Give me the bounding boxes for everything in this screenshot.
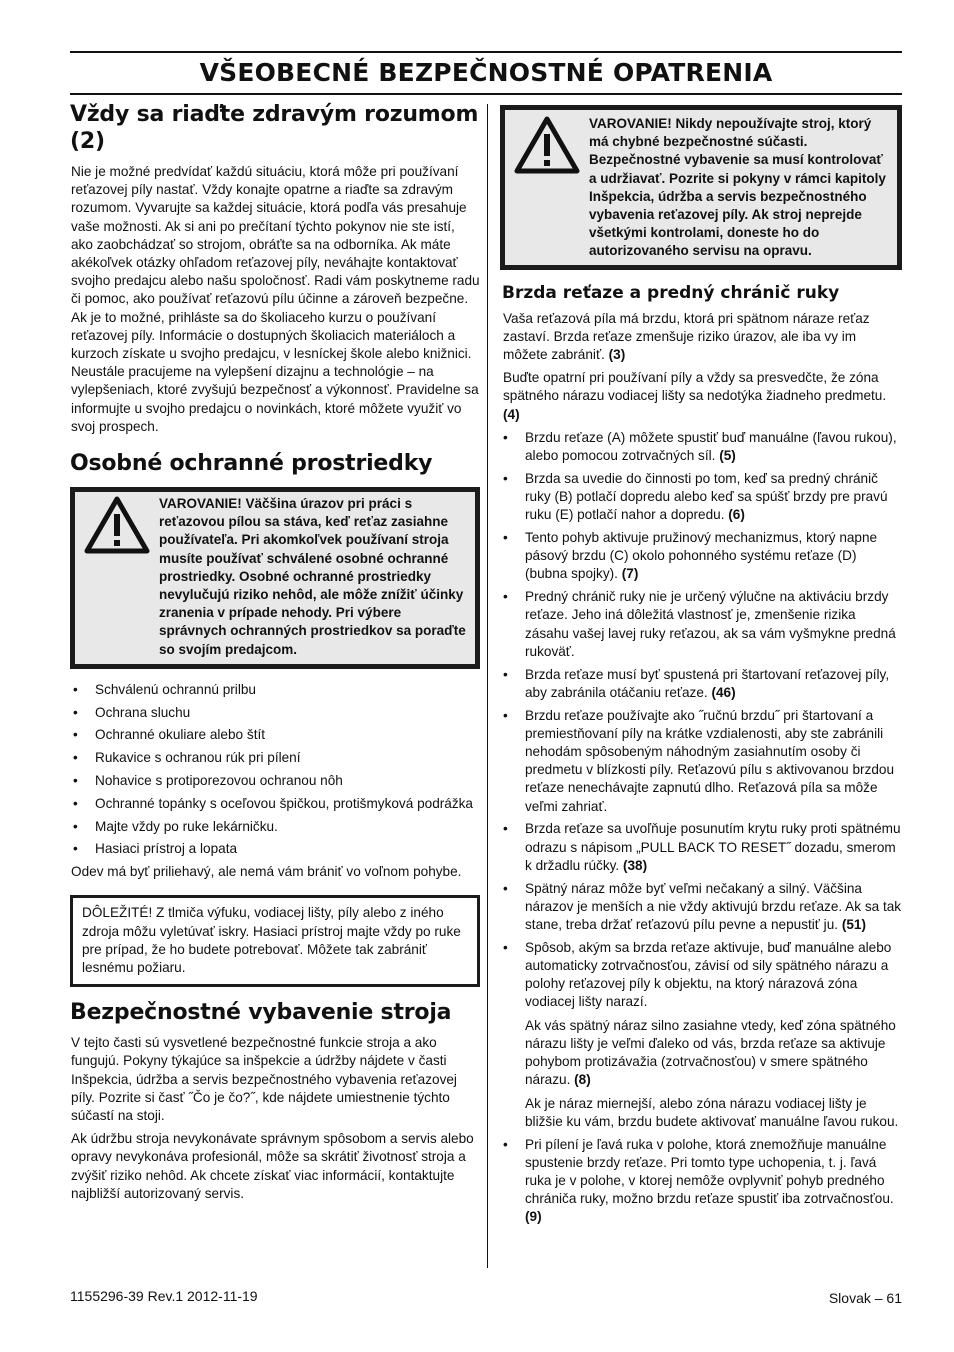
figure-ref: (6) (728, 507, 745, 523)
bullet-icon: • (503, 939, 508, 955)
bullet-icon: • (503, 429, 508, 445)
section-heading-ppe: Osobné ochranné prostriedky (70, 451, 433, 477)
list-item: • Rukavice s ochranou rúk pri pílení (70, 749, 480, 767)
ppe-warning-text: VAROVANIE! Väčšina úrazov pri práci s reťazovou pílou sa stáva, keď reťaz zasiahne používateľa. Pri akomkoľvek používaní stroja musíte používať schválené osobné ochranné prostriedky. Osobné ochranné prostriedky nevylučujú riziko nehôd, ale môže znížiť účinky zranenia v prípade nehody. Pri výbere správnych ochranných prostriedkov sa poraďte so svojím predajcom. (159, 496, 466, 657)
header-rule-bottom (70, 93, 902, 95)
sub-paragraph: Ak je náraz miernejší, alebo zóna nárazu vodiacej lišty je bližšie ku vám, brzdu budete aktivovať manuálne ľavou rukou. (525, 1095, 899, 1129)
section-heading-common-sense: Vždy sa riaďte zdravým rozumom (2) (70, 102, 479, 154)
important-note-box (70, 895, 480, 987)
figure-ref: (7) (621, 566, 639, 582)
list-item: • Ochranné topánky s oceľovou špičkou, protišmyková podrážka (70, 795, 480, 813)
equipment-warning-text: VAROVANIE! Nikdy nepoužívajte stroj, ktorý má chybné bezpečnostné súčasti. Bezpečnostné vybavenie sa musí kontrolovať a udržiavať. Pozrite si pokyny v rámci kapitoly Inšpekcia, údržba a servis bezpečnostného vybavenia reťazovej píly. Ak stroj neprejde všetkými kontrolami, doneste ho do autorizovaného servisu na opravu. (589, 116, 886, 259)
figure-ref: (8) (574, 1072, 591, 1088)
bullet-icon: • (503, 470, 508, 486)
page-title: VŠEOBECNÉ BEZPEČNOSTNÉ OPATRENIA (199, 58, 773, 87)
safety-equipment-paragraph-1: V tejto časti sú vysvetlené bezpečnostné funkcie stroja a ako fungujú. Pokyny týkajúce sa inšpekcie a údržby nájdete v časti Inšpekcia, údržba a servis bezpečnostného vybavenia reťazovej píly. Pozrite si časť ˝Čo je čo?˝, kde nájdete umiestnenie týchto súčastí na stoji. (71, 1035, 457, 1124)
ppe-warning-box (70, 487, 480, 669)
bullet-icon: • (503, 589, 508, 605)
list-item: • Ochrana sluchu (70, 704, 480, 722)
bullet-icon: • (503, 1136, 508, 1152)
bullet-icon: • (73, 818, 78, 834)
important-note-text: DÔLEŽITÉ! Z tlmiča výfuku, vodiacej lišty, píly alebo z iného zdroja môžu vyletúvať iskry. Hasiaci prístroj majte vždy po ruke pre prípad, že ho budete potrebovať. Môžete tak zabrániť lesnému požiaru. (82, 905, 461, 976)
common-sense-paragraph: Nie je možné predvídať každú situáciu, ktorá môže pri používaní reťazovej píly nastať. Vždy konajte opatrne a riaďte sa zdravým rozumom. Vyvarujte sa každej situácie, ktorá podľa vás presahuje vaše možnosti. Ak si ani po prečítaní týchto pokynov nie ste istí, ako zaobchádzať so strojom, obráťte sa na odborníka. Ak máte akékoľvek otázky ohľadom reťazovej píly, neváhajte kontaktovať svojho predajcu alebo našu spoločnosť. Radi vám poskytneme radu či pomoc, ako používať reťazovú pílu účinne a zároveň bezpečne. Ak je to možné, prihláste sa do školiaceho kurzu o používaní reťazovej píly. Informácie o dostupných školiacich materiáloch a kurzoch získate u svojho predajcu, v lesníckej škole alebo knižnici. Neustále pracujeme na vylepšení dizajnu a technológie – na vylepšeniach, ktoré zvyšujú bezpečnosť a výkonnosť. Pravidelne sa informujte u svojho predajcu o novinkách, ktoré môžete využiť vo svoj prospech. (71, 164, 480, 434)
ppe-list (70, 681, 480, 859)
bullet-icon: • (503, 821, 508, 837)
list-item: • Nohavice s protiporezovou ochranou nôh (70, 772, 480, 790)
bullet-icon: • (503, 707, 508, 723)
column-divider (487, 104, 488, 1268)
footer-doc-id: 1155296-39 Rev.1 2012-11-19 (70, 1288, 258, 1304)
list-item: • Brzdu reťaze (A) môžete spustiť buď manuálne (ľavou rukou), alebo pomocou zotrvačných síl. (5) (503, 429, 897, 464)
bullet-icon: • (503, 530, 508, 546)
section-heading-chain-brake: Brzda reťaze a predný chránič ruky (502, 282, 840, 303)
list-item: • Predný chránič ruky nie je určený výlučne na aktiváciu brzdy reťaze. Jeho iná dôležitá vlastnosť je, zmenšenie rizika zásahu vašej lavej ruky reťazou, ak sa vám vyšmykne predná rukoväť. (503, 589, 896, 659)
list-item: • Hasiaci prístroj a lopata (70, 840, 480, 858)
section-heading-safety-equipment: Bezpečnostné vybavenie stroja (70, 1000, 452, 1026)
warning-triangle-icon (83, 495, 151, 555)
clothing-paragraph: Odev má byť priliehavý, ale nemá vám brániť vo voľnom pohybe. (71, 864, 462, 880)
chain-brake-paragraph-2: Buďte opatrní pri používaní píly a vždy sa presvedčte, že zóna spätného nárazu vodiacej lišty sa nedotýka žiadneho predmetu. (4) (503, 370, 887, 422)
bullet-icon: • (73, 795, 78, 811)
header-rule-top (70, 51, 902, 53)
list-item: • Brzda sa uvedie do činnosti po tom, keď sa predný chránič ruky (B) potlačí dopredu alebo keď sa spúšť brzdy pre pravú ruku (E) potlačí nahor a dopredu. (6) (503, 470, 888, 523)
bullet-icon: • (73, 727, 78, 743)
bullet-icon: • (73, 750, 78, 766)
list-item: • Pri pílení je ľavá ruka v polohe, ktorá znemožňuje manuálne spustenie brzdy reťaze. Pri tomto type uchopenia, t. j. ľavá ruka je v polohe, v ktorej nemôže ovplyvniť pohyb predného chrániča ruky, možno brzdu reťaze spustiť iba zotrvačnosťou. (9) (503, 1136, 894, 1225)
figure-ref: (38) (622, 857, 648, 873)
warning-triangle-icon (513, 115, 581, 175)
figure-ref: (5) (719, 448, 736, 464)
figure-ref: (3) (608, 347, 626, 363)
figure-ref: (46) (711, 684, 736, 700)
list-item: • Brzda reťaze sa uvoľňuje posunutím krytu ruky proti spätnému odrazu s nápisom „PULL BACK TO RESET˝ dozadu, smerom k držadlu rúčky. (38) (503, 821, 901, 873)
figure-ref: (4) (503, 406, 520, 422)
sub-paragraph: Ak vás spätný náraz silno zasiahne vtedy, keď zóna spätného nárazu lišty je veľmi ďaleko od vás, brzda reťaze sa aktivuje pohybom protizávažia (zotrvačnosťou) v smere spätného nárazu. (8) (525, 1017, 896, 1088)
list-item: • Ochranné okuliare alebo štít (70, 726, 480, 744)
chain-brake-paragraph-1: Vaša reťazová píla má brzdu, ktorá pri spätnom náraze reťaz zastaví. Brzda reťaze zmenšuje riziko úrazov, ale iba vy im môžete zabrániť. (3) (503, 310, 870, 363)
list-item: • Schválenú ochrannú prilbu (70, 681, 480, 699)
safety-equipment-paragraph-2: Ak údržbu stroja nevykonávate správnym spôsobom a servis alebo opravy nevykonáva profesionál, môže sa skrátiť životnosť stroja a zvýšiť riziko nehôd. Ak chcete získať viac informácií, kontaktujte najbližší autorizovaný servis. (71, 1131, 474, 1201)
list-item: • Tento pohyb aktivuje pružinový mechanizmus, ktorý napne pásový brzdu (C) okolo pohonného systému reťaze (D) (bubna spojky). (7) (503, 530, 878, 582)
left-column (70, 100, 480, 1208)
bullet-icon: • (73, 773, 78, 789)
footer-page-number: Slovak – 61 (828, 1290, 902, 1306)
bullet-icon: • (73, 841, 78, 857)
figure-ref: (9) (525, 1209, 542, 1225)
list-item: • Brzda reťaze musí byť spustená pri štartovaní reťazovej píly, aby zabránila otáčaniu reťaze. (46) (503, 666, 890, 700)
figure-ref: (51) (841, 917, 867, 933)
list-item: • Brzdu reťaze používajte ako ˝ručnú brzdu˝ pri štartovaní a premiestňovaní píly na krátke vzdialenosti, aby ste zabránili nehodám spôsobeným náhodným zasiahnutím osoby či predmetu v blízkosti píly. Reťazovú pílu s aktivovanou brzdou reťaze nenechávajte zapnutú dlho. Reťazová píla sa môže veľmi zahriať. (503, 707, 895, 814)
list-item: • Spôsob, akým sa brzda reťaze aktivuje, buď manuálne alebo automaticky zotrvačnosťou, závisí od sily spätného nárazu a polohy reťazovej píly k objektu, na ktorý nárazová zóna vodiacej lišty narazí. Ak vás spätný náraz silno zasiahne vtedy, keď zóna spätného nárazu lišty je veľmi ďaleko od vás, brzda reťaze sa aktivuje pohybom protizávažia (zotrvačnosťou) v smere spätného nárazu. (8) Ak je náraz miernejší, alebo zóna nárazu vodiacej lišty je bližšie ku vám, brzdu budete aktivovať manuálne ľavou rukou. (500, 939, 902, 1131)
bullet-icon: • (503, 880, 508, 896)
bullet-icon: • (503, 666, 508, 682)
bullet-icon: • (73, 681, 78, 697)
chain-brake-list (500, 429, 902, 1227)
bullet-icon: • (73, 704, 78, 720)
list-item: • Majte vždy po ruke lekárničku. (70, 818, 480, 836)
list-item: • Spätný náraz môže byť veľmi nečakaný a silný. Väčšina nárazov je menších a nie vždy aktivujú brzdu reťaze. Ak sa tak stane, treba držať reťazovú pílu pevne a nepustiť ju. (51) (503, 880, 902, 933)
right-column (500, 100, 902, 1231)
equipment-warning-box (500, 105, 902, 270)
